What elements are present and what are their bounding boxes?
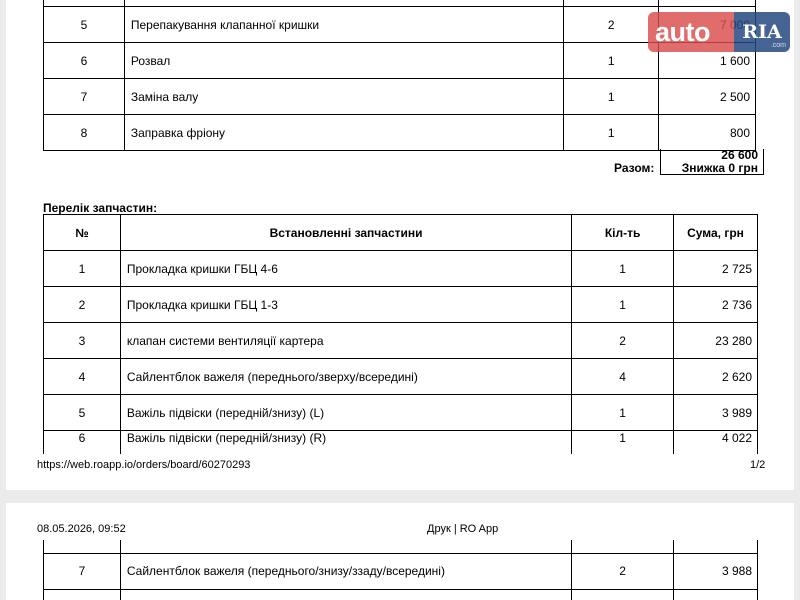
service-sum: 800 [659, 115, 756, 151]
parts-table [43, 214, 758, 454]
table-row [44, 79, 756, 115]
row-number: 1 [44, 251, 121, 287]
part-sum: 2 736 [674, 287, 758, 323]
part-qty: 1 [572, 431, 674, 454]
print-title: Друк | RO App [427, 523, 499, 535]
part-sum: 23 280 [674, 323, 758, 359]
totals-label: Разом: [614, 161, 655, 175]
watermark-auto-text: auto [648, 12, 734, 52]
parts-section-title: Перелік запчастин: [43, 201, 158, 215]
part-name: клапан системи вентиляції картера [120, 323, 571, 359]
part-name: Важіль підвіски (передній/знизу) (L) [120, 395, 571, 431]
auto-ria-watermark [648, 10, 790, 55]
parts-table-continued [43, 540, 758, 600]
part-sum: 2 620 [674, 359, 758, 395]
row-number: 7 [44, 79, 125, 115]
part-qty: 1 [572, 395, 674, 431]
totals-amount: 26 600 [721, 148, 758, 162]
part-name: Важіль підвіски (передній/знизу) (R) [120, 431, 571, 454]
part-sum: 3 989 [674, 395, 758, 431]
row-number: 6 [44, 43, 125, 79]
table-row [44, 359, 758, 395]
column-header-parts: Встановленні запчастини [120, 215, 571, 251]
table-row [44, 431, 758, 454]
watermark-ria-text [734, 12, 790, 52]
row-number: 3 [44, 323, 121, 359]
part-name: Сайлентблок важеля (переднього/зверху/всередині) [120, 359, 571, 395]
part-name: Сайлентблок важеля (переднього/знизу/ззаду/всередині) [120, 553, 571, 589]
table-row [44, 553, 758, 589]
watermark-ria-label: RIA [742, 21, 782, 43]
service-name: Розвал [124, 43, 563, 79]
table-row [44, 115, 756, 151]
totals-discount: Знижка 0 грн [681, 161, 758, 175]
part-sum: 3 988 [674, 553, 758, 589]
column-header-sum: Сума, грн [674, 215, 758, 251]
footer-url: https://web.roapp.io/orders/board/60270293 [37, 459, 251, 471]
part-sum: 2 725 [674, 251, 758, 287]
service-name: Заправка фріону [124, 115, 563, 151]
service-sum: 2 500 [659, 79, 756, 115]
part-qty: 2 [572, 323, 674, 359]
part-qty: 2 [572, 553, 674, 589]
document-page-1 [6, 0, 794, 490]
service-qty: 1 [564, 115, 659, 151]
table-row [44, 395, 758, 431]
row-number: 6 [44, 431, 121, 454]
print-date: 08.05.2026, 09:52 [37, 523, 126, 535]
row-number: 2 [44, 287, 121, 323]
part-name: Прокладка кришки ГБЦ 1-3 [120, 287, 571, 323]
footer-page-number: 1/2 [750, 459, 766, 471]
totals-box [660, 149, 764, 175]
service-sum: 1 600 [659, 43, 756, 79]
table-row [44, 287, 758, 323]
service-qty: 1 [564, 43, 659, 79]
table-row [44, 323, 758, 359]
table-row [44, 589, 758, 600]
part-qty: 1 [572, 287, 674, 323]
part-name: Прокладка кришки ГБЦ 4-6 [120, 251, 571, 287]
column-header-qty: Кіл-ть [572, 215, 674, 251]
service-name: Заміна валу [124, 79, 563, 115]
part-qty: 4 [572, 359, 674, 395]
row-number: 8 [44, 115, 125, 151]
watermark-com-label: .com [770, 42, 786, 49]
column-header-number: № [44, 215, 121, 251]
table-row [44, 540, 758, 553]
service-qty: 1 [564, 79, 659, 115]
part-sum: 4 022 [674, 431, 758, 454]
row-number: 5 [44, 7, 125, 43]
table-row [44, 251, 758, 287]
table-header-row [44, 215, 758, 251]
row-number: 7 [44, 553, 121, 589]
service-qty: 2 [564, 7, 659, 43]
service-name: Перепакування клапанної кришки [124, 7, 563, 43]
document-page-2 [6, 503, 794, 600]
row-number: 5 [44, 395, 121, 431]
part-qty: 1 [572, 251, 674, 287]
row-number: 4 [44, 359, 121, 395]
